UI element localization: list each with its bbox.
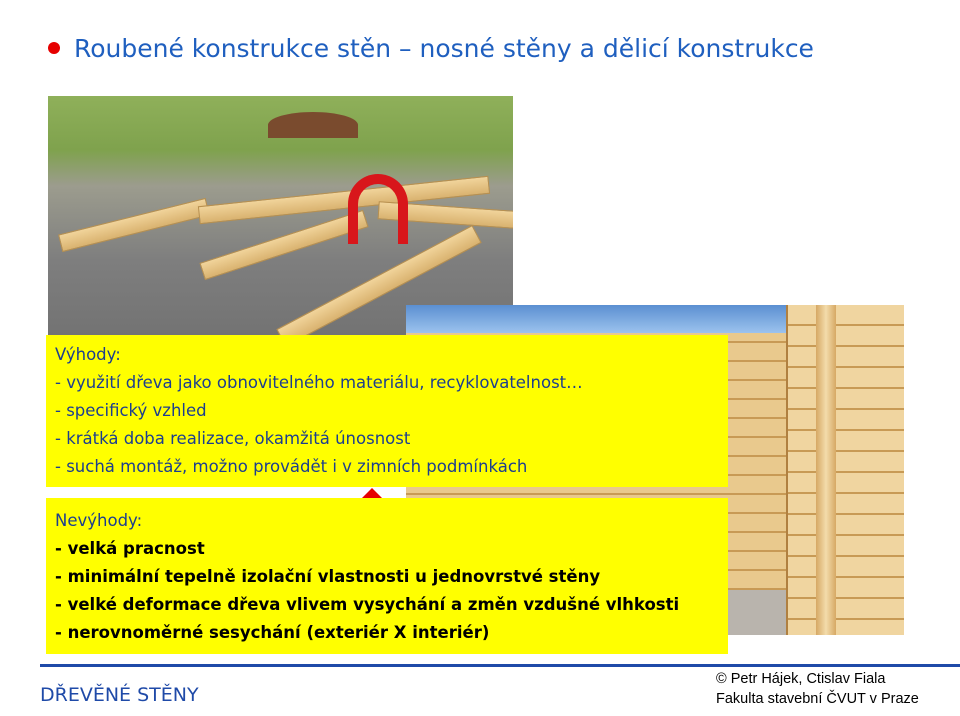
advantages-callout [46, 335, 728, 487]
advantages-item: - suchá montáž, možno provádět i v zimních podmínkách [55, 457, 528, 476]
footer-copyright [716, 669, 919, 709]
advantages-heading: Výhody: [55, 345, 121, 364]
advantages-item: - specifický vzhled [55, 401, 207, 420]
sill-plate [58, 198, 210, 252]
footer-divider [40, 664, 960, 667]
disadvantages-item: - velká pracnost [55, 539, 205, 558]
sky-strip [406, 305, 826, 333]
log-wall-post [816, 305, 836, 635]
soil-mound [268, 112, 358, 138]
bullet-icon [48, 42, 60, 54]
log-wall-corner [786, 305, 904, 635]
slide-title-row [48, 30, 814, 66]
disadvantages-item: - nerovnoměrné sesychání (exteriér X interiér) [55, 623, 490, 642]
copyright-institution: Fakulta stavební ČVUT v Praze [716, 691, 919, 707]
disadvantages-heading: Nevýhody: [55, 511, 143, 530]
disadvantages-item: - minimální tepelně izolační vlastnosti u jednovrstvé stěny [55, 567, 601, 586]
utility-pipe [348, 174, 408, 244]
disadvantages-item: - velké deformace dřeva vlivem vysychání a změn vzdušné vlhkosti [55, 595, 680, 614]
advantages-item: - krátká doba realizace, okamžitá únosnost [55, 429, 411, 448]
advantages-item: - využití dřeva jako obnovitelného materiálu, recyklovatelnost… [55, 373, 583, 392]
disadvantages-callout [46, 498, 728, 654]
footer-title: DŘEVĚNÉ STĚNY [40, 684, 199, 706]
slide-title: Roubené konstrukce stěn – nosné stěny a dělicí konstrukce [74, 33, 814, 63]
copyright-authors: © Petr Hájek, Ctislav Fiala [716, 671, 886, 687]
